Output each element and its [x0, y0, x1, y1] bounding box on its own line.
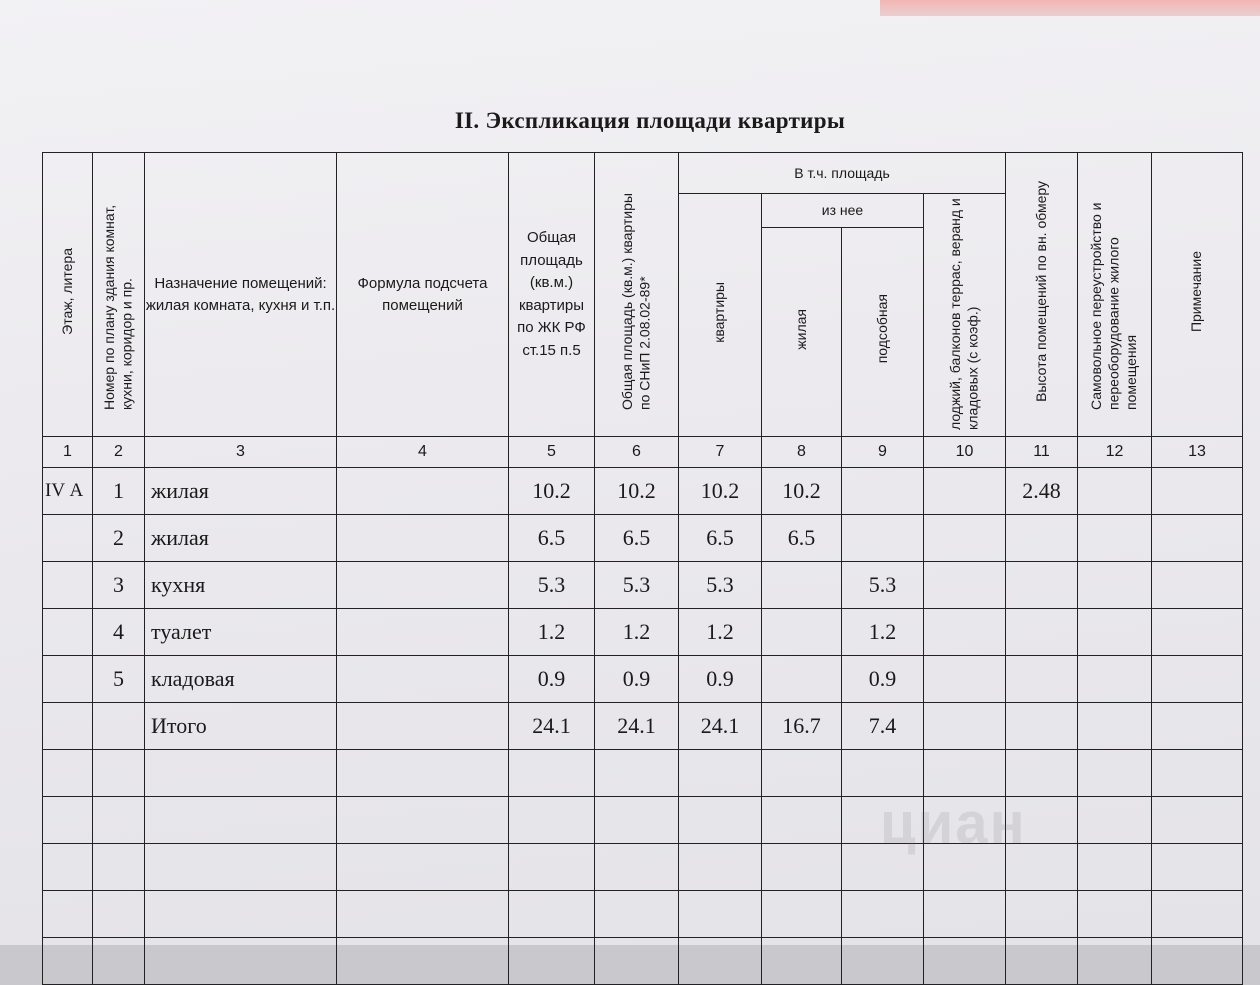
cell-num: 2	[93, 515, 145, 562]
table-row	[43, 703, 1243, 750]
cell-name: кухня	[145, 562, 337, 609]
cell-c5: 24.1	[509, 703, 595, 750]
header-total-area-zhk: Общая площадь (кв.м.) квартиры по ЖК РФ ст.15 п.5	[509, 153, 595, 437]
cell-c11: 2.48	[1006, 468, 1078, 515]
cell-c6: 5.3	[595, 562, 679, 609]
cell-c8	[762, 609, 842, 656]
cell-formula	[337, 562, 509, 609]
cell-c7: 24.1	[679, 703, 762, 750]
cell-formula	[337, 468, 509, 515]
cell-c11	[1006, 656, 1078, 703]
cell-lit	[43, 609, 93, 656]
header-floor: Этаж, литера	[43, 153, 93, 437]
cell-c7: 10.2	[679, 468, 762, 515]
cell-c6: 24.1	[595, 703, 679, 750]
column-number-row: 1 2 3 4 5 6 7 8 9 10 11 12 13	[43, 437, 1243, 468]
cell-c8: 16.7	[762, 703, 842, 750]
explication-table	[42, 152, 1243, 985]
cell-c13	[1152, 656, 1243, 703]
cell-lit	[43, 562, 93, 609]
table-row	[43, 656, 1243, 703]
header-formula: Формула подсчета помещений	[337, 153, 509, 437]
header-subgroup: из нее	[762, 194, 924, 228]
cell-c13	[1152, 609, 1243, 656]
header-note: Примечание	[1152, 153, 1243, 437]
cell-num: 1	[93, 468, 145, 515]
cell-c12	[1078, 515, 1152, 562]
empty-row	[43, 891, 1243, 938]
cell-formula	[337, 656, 509, 703]
cell-c8	[762, 656, 842, 703]
cell-lit: IV А	[43, 468, 93, 515]
header-apartment: квартиры	[679, 194, 762, 437]
empty-row	[43, 750, 1243, 797]
watermark-logo: циан	[880, 791, 1027, 856]
cell-c9: 5.3	[842, 562, 924, 609]
cell-c11	[1006, 562, 1078, 609]
header-height: Высота помещений по вн. обмеру	[1006, 153, 1078, 437]
cell-c5: 6.5	[509, 515, 595, 562]
cell-c9: 1.2	[842, 609, 924, 656]
cell-c9	[842, 468, 924, 515]
cell-c9	[842, 515, 924, 562]
empty-row	[43, 844, 1243, 891]
header-plan-number: Номер по плану здания комнат, кухни, коридор и пр.	[93, 153, 145, 437]
header-living: жилая	[762, 228, 842, 437]
header-auxiliary: подсобная	[842, 228, 924, 437]
cell-c6: 10.2	[595, 468, 679, 515]
table-row	[43, 468, 1243, 515]
cell-c12	[1078, 703, 1152, 750]
cell-c5: 10.2	[509, 468, 595, 515]
cell-name: жилая	[145, 515, 337, 562]
header-purpose: Назначение помещений: жилая комната, кухня и т.п.	[145, 153, 337, 437]
cell-c5: 5.3	[509, 562, 595, 609]
cell-c10	[924, 562, 1006, 609]
cell-c12	[1078, 609, 1152, 656]
cell-name: Итого	[145, 703, 337, 750]
cell-c7: 1.2	[679, 609, 762, 656]
cell-c12	[1078, 562, 1152, 609]
table-row	[43, 562, 1243, 609]
cell-c5: 0.9	[509, 656, 595, 703]
cell-c12	[1078, 656, 1152, 703]
cell-formula	[337, 609, 509, 656]
cell-num	[93, 703, 145, 750]
cell-c5: 1.2	[509, 609, 595, 656]
cell-num: 5	[93, 656, 145, 703]
document-title: II. Экспликация площади квартиры	[454, 108, 846, 133]
cell-c13	[1152, 703, 1243, 750]
cell-c12	[1078, 468, 1152, 515]
header-loggias: лоджий, балконов террас, веранд и кладовых (с коэф.)	[924, 194, 1006, 437]
table-row	[43, 609, 1243, 656]
cell-formula	[337, 703, 509, 750]
cell-c13	[1152, 515, 1243, 562]
cell-c7: 6.5	[679, 515, 762, 562]
header-group-area: В т.ч. площадь	[679, 153, 1006, 194]
cell-num: 3	[93, 562, 145, 609]
cell-c10	[924, 515, 1006, 562]
underlying-sheet-edge	[880, 0, 1260, 16]
cell-lit	[43, 703, 93, 750]
cell-c7: 5.3	[679, 562, 762, 609]
cell-c11	[1006, 703, 1078, 750]
cell-lit	[43, 515, 93, 562]
cell-c11	[1006, 609, 1078, 656]
cell-c8: 6.5	[762, 515, 842, 562]
cell-formula	[337, 515, 509, 562]
cell-c10	[924, 656, 1006, 703]
cell-c8: 10.2	[762, 468, 842, 515]
cell-c9: 7.4	[842, 703, 924, 750]
cell-c6: 1.2	[595, 609, 679, 656]
header-total-area-snip: Общая площадь (кв.м.) квартиры по СНиП 2.08.02-89*	[595, 153, 679, 437]
cell-name: туалет	[145, 609, 337, 656]
empty-row	[43, 797, 1243, 844]
cell-c11	[1006, 515, 1078, 562]
cell-c8	[762, 562, 842, 609]
cell-c13	[1152, 562, 1243, 609]
table-row	[43, 515, 1243, 562]
cell-c6: 0.9	[595, 656, 679, 703]
cell-c9: 0.9	[842, 656, 924, 703]
cell-c6: 6.5	[595, 515, 679, 562]
cell-c10	[924, 609, 1006, 656]
cell-c10	[924, 468, 1006, 515]
cell-c13	[1152, 468, 1243, 515]
cell-name: кладовая	[145, 656, 337, 703]
cell-lit	[43, 656, 93, 703]
cell-c10	[924, 703, 1006, 750]
cell-name: жилая	[145, 468, 337, 515]
header-reconstruction: Самовольное переустройство и переоборудование жилого помещения	[1078, 153, 1152, 437]
cell-num: 4	[93, 609, 145, 656]
cell-c7: 0.9	[679, 656, 762, 703]
